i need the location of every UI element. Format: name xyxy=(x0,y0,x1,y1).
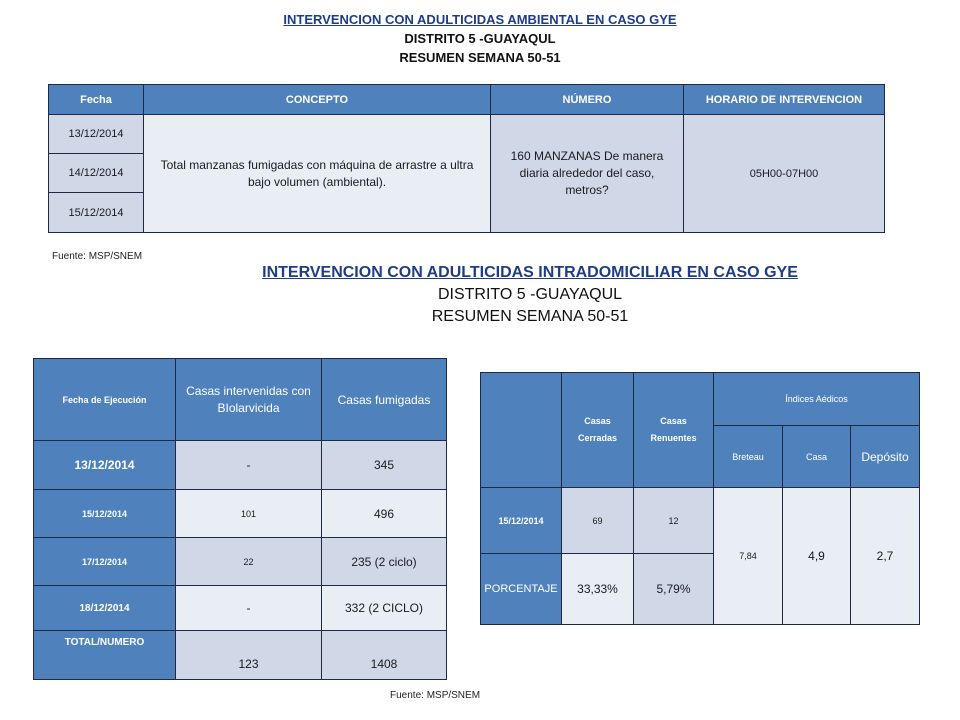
fum-value: 332 (2 CICLO) xyxy=(322,586,447,631)
schedule-cell: 05H00-07H00 xyxy=(684,115,885,233)
total-bio: 123 xyxy=(176,631,322,680)
date-cell: 13/12/2014 xyxy=(49,115,144,154)
percentage-label: PORCENTAJE xyxy=(481,554,562,625)
bio-value: 101 xyxy=(176,490,322,538)
ambiental-table xyxy=(48,84,885,233)
bio-value: - xyxy=(176,441,322,490)
closed-percentage: 33,33% xyxy=(562,554,634,625)
header-casas-renuentes: Casas Renuentes xyxy=(634,373,714,488)
closed-value: 69 xyxy=(562,488,634,554)
header-casa: Casa xyxy=(783,426,851,488)
fum-value: 345 xyxy=(322,441,447,490)
reluctant-value: 12 xyxy=(634,488,714,554)
header-fecha: Fecha xyxy=(49,85,144,115)
fum-value: 235 (2 ciclo) xyxy=(322,538,447,586)
bio-value: - xyxy=(176,586,322,631)
section2-summary: RESUMEN SEMANA 50-51 xyxy=(431,308,629,325)
header-horario: HORARIO DE INTERVENCION xyxy=(684,85,885,115)
section1-district: DISTRITO 5 -GUAYAQUL xyxy=(404,31,556,46)
header-numero: NÚMERO xyxy=(491,85,684,115)
exec-date: 17/12/2014 xyxy=(34,538,176,586)
number-cell: 160 MANZANAS De manera diaria alrededor del caso, metros? xyxy=(491,115,684,233)
fum-value: 496 xyxy=(322,490,447,538)
header-empty xyxy=(481,373,562,488)
reluctant-percentage: 5,79% xyxy=(634,554,714,625)
header-concepto: CONCEPTO xyxy=(144,85,491,115)
header-indices-aedicos: Índices Aédicos xyxy=(714,373,920,426)
total-label: TOTAL/NUMERO xyxy=(34,631,176,680)
aedic-index-table xyxy=(480,372,920,625)
breteau-value: 7,84 xyxy=(714,488,783,625)
bio-value: 22 xyxy=(176,538,322,586)
casa-value: 4,9 xyxy=(783,488,851,625)
row-date: 15/12/2014 xyxy=(481,488,562,554)
intradomiciliar-table xyxy=(33,358,447,680)
header-casas-biolarvicida: Casas intervenidas con BIolarvicida xyxy=(176,359,322,441)
date-cell: 14/12/2014 xyxy=(49,154,144,193)
section2-title: INTERVENCION CON ADULTICIDAS INTRADOMICILIAR EN CASO GYE xyxy=(262,264,798,281)
exec-date: 18/12/2014 xyxy=(34,586,176,631)
header-breteau: Breteau xyxy=(714,426,783,488)
section1-title: INTERVENCION CON ADULTICIDAS AMBIENTAL EN CASO GYE xyxy=(283,12,677,27)
header-deposito: Depósito xyxy=(851,426,920,488)
source-note-1: Fuente: MSP/SNEM xyxy=(52,251,143,262)
total-fum: 1408 xyxy=(322,631,447,680)
header-fecha-ejecucion: Fecha de Ejecución xyxy=(34,359,176,441)
date-cell: 15/12/2014 xyxy=(49,193,144,233)
section2-district: DISTRITO 5 -GUAYAQUL xyxy=(437,286,623,303)
exec-date: 13/12/2014 xyxy=(34,441,176,490)
source-note-2: Fuente: MSP/SNEM xyxy=(390,690,481,701)
section1-summary: RESUMEN SEMANA 50-51 xyxy=(399,50,561,65)
concept-cell: Total manzanas fumigadas con máquina de arrastre a ultra bajo volumen (ambiental). xyxy=(144,115,491,233)
header-casas-fumigadas: Casas fumigadas xyxy=(322,359,447,441)
exec-date: 15/12/2014 xyxy=(34,490,176,538)
deposito-value: 2,7 xyxy=(851,488,920,625)
header-casas-cerradas: Casas Cerradas xyxy=(562,373,634,488)
